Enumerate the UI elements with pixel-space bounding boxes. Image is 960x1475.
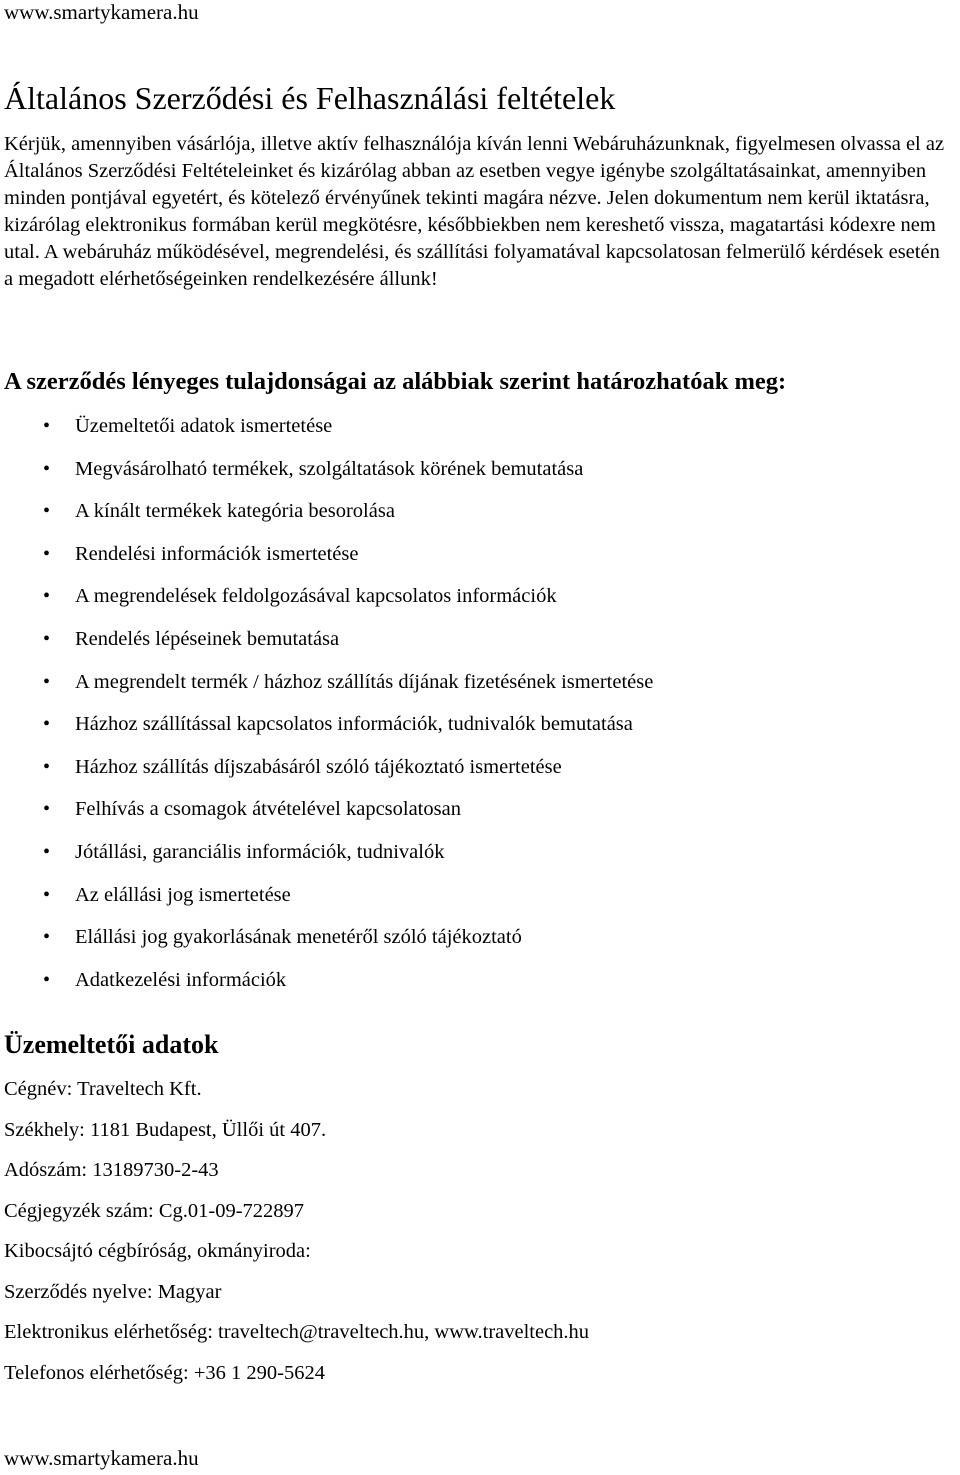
header-site-url: www.smartykamera.hu (4, 0, 199, 24)
bullet-icon: • (43, 883, 51, 906)
bullet-icon: • (43, 542, 51, 565)
footer-site-url: www.smartykamera.hu (4, 1446, 199, 1470)
bullet-icon: • (43, 840, 51, 863)
bullet-icon: • (43, 627, 51, 650)
bullet-icon: • (43, 713, 51, 736)
page-title: Általános Szerződési és Felhasználási feltételek (4, 80, 616, 116)
list-item: • Megvásárolható termékek, szolgáltatások körének bemutatása (4, 453, 904, 496)
company-name: Cégnév: Traveltech Kft. (4, 1078, 202, 1100)
company-address: Székhely: 1181 Budapest, Üllői út 407. (4, 1118, 327, 1141)
features-list (4, 410, 904, 1006)
bullet-icon: • (43, 670, 51, 693)
company-tax-number: Adószám: 13189730-2-43 (4, 1159, 219, 1181)
electronic-contact: Elektronikus elérhetőség: traveltech@traveltech.hu, www.traveltech.hu (4, 1321, 590, 1343)
bullet-icon: • (43, 585, 51, 608)
list-item: • A megrendelések feldolgozásával kapcsolatos információk (4, 580, 904, 623)
intro-paragraph: Kérjük, amennyiben vásárlója, illetve aktív felhasználója kíván lenni Webáruházunknak, figyelmesen olvassa el az Általános Szerződési Feltételeinket és kizárólag abban az esetben vegye igénybe szolgáltatásainkat, amennyiben minden pontjával egyetért, és kötelező érvényűnek tekinti magára nézve. Jelen dokumentum nem kerül iktatásra, kizárólag elektronikus formában kerül megkötésre, későbbiekben nem kereshető vissza, magatartási kódexre nem utal. A webáruház működésével, megrendelési, és szállítási folyamatával kapcsolatosan felmerülő kérdések esetén a megadott elérhetőségeinken rendelkezésére állunk! (4, 133, 945, 291)
list-item: • Felhívás a csomagok átvételével kapcsolatosan (4, 793, 904, 836)
bullet-icon: • (43, 415, 51, 437)
bullet-icon: • (43, 926, 51, 949)
features-heading: A szerződés lényeges tulajdonságai az alábbiak szerint határozhatóak meg: (4, 368, 787, 395)
bullet-icon: • (43, 755, 51, 778)
operator-heading: Üzemeltetői adatok (4, 1030, 219, 1059)
contract-language: Szerződés nyelve: Magyar (4, 1280, 222, 1303)
company-registration-number: Cégjegyzék szám: Cg.01-09-722897 (4, 1199, 305, 1222)
bullet-icon: • (43, 457, 51, 480)
list-item: • Rendelés lépéseinek bemutatása (4, 623, 904, 666)
bullet-icon: • (43, 500, 51, 523)
company-registry-court: Kibocsájtó cégbíróság, okmányiroda: (4, 1240, 311, 1262)
list-item: • Adatkezelési információk (4, 964, 904, 1007)
list-item: • A megrendelt termék / házhoz szállítás díjának fizetésének ismertetése (4, 666, 904, 709)
list-item: • Rendelési információk ismertetése (4, 538, 904, 581)
list-item: • Üzemeltetői adatok ismertetése (4, 410, 904, 453)
phone-contact: Telefonos elérhetőség: +36 1 290-5624 (4, 1361, 325, 1384)
list-item: • Házhoz szállítással kapcsolatos információk, tudnivalók bemutatása (4, 708, 904, 751)
operator-details (4, 1074, 589, 1398)
list-item: • Jótállási, garanciális információk, tudnivalók (4, 836, 904, 879)
bullet-icon: • (43, 798, 51, 821)
list-item: • Házhoz szállítás díjszabásáról szóló tájékoztató ismertetése (4, 751, 904, 794)
bullet-icon: • (43, 968, 51, 991)
list-item: • A kínált termékek kategória besorolása (4, 495, 904, 538)
list-item: • Az elállási jog ismertetése (4, 879, 904, 922)
list-item: • Elállási jog gyakorlásának menetéről szóló tájékoztató (4, 921, 904, 964)
